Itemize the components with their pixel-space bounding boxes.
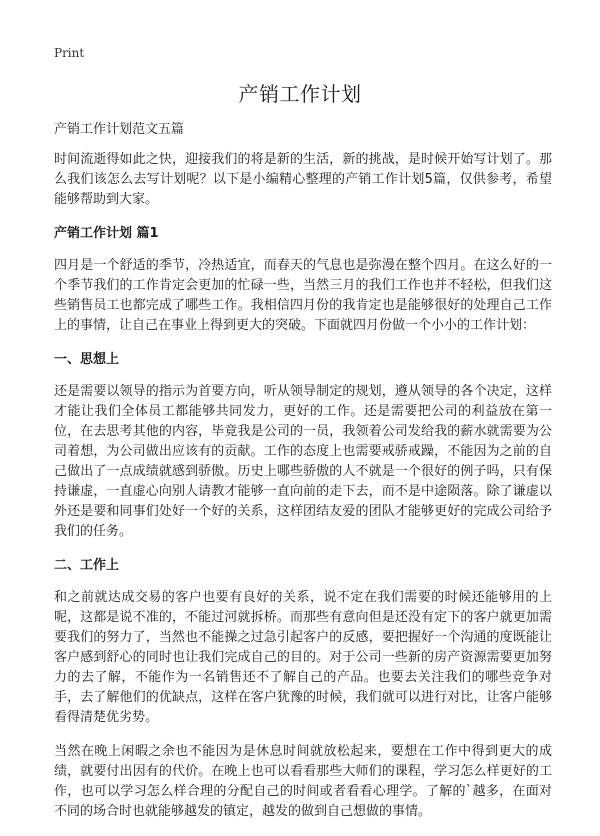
page-title: 产销工作计划 — [238, 82, 362, 106]
section-thought-paragraph: 还是需要以领导的指示为首要方向，听从领导制定的规划，遵从领导的各个决定，这样才能让我们全体员工都能够共同发力，更好的工作。还是需要把公司的利益放在第一位，在去思考其他的内容，毕竟我是公司的一员，我领着公司发给我的薪水就需要为公司着想，为公司做出应该有的贡献。工作的态度上也需要戒骄戒躁，不能因为之前的自己做出了一点成绩就感到骄傲。历史上哪些骄傲的人不就是一个很好的例子吗，只有保持谦虚，一直虚心向别人请教才能够一直向前的走下去，而不是中途陨落。除了谦虚以外还是要和同事们处好一个好的关系，这样团结友爱的团队才能够更好的完成公司给予我们的任务。 — [54, 384, 552, 539]
print-link[interactable]: Print — [54, 46, 85, 60]
document-subtitle: 产销工作计划范文五篇 — [54, 122, 185, 137]
article-intro-paragraph: 四月是一个舒适的季节，冷热适宜，而春天的气息也是弥漫在整个四月。在这么好的一个季节我们的工作肯定会更加的忙碌一些，当然三月的我们工作也并不轻松，但我们这些销售员工也都完成了哪些工作。我相信四月份的我肯定也是能够很好的处理自己工作上的事情，让自己在事业上得到更大的突破。下面就四月份做一个小小的工作计划： — [54, 258, 552, 333]
intro-paragraph: 时间流逝得如此之快，迎接我们的将是新的生活，新的挑战，是时候开始写计划了。那么我们该怎么去写计划呢？以下是小编精心整理的产销工作计划5篇，仅供参考，希望能够帮助到大家。 — [54, 152, 552, 207]
section-work-paragraph-1: 和之前就达成交易的客户也要有良好的关系，说不定在我们需要的时候还能够用的上呢，这都是说不准的，不能过河就拆桥。而那些有意向但是还没有定下的客户就更加需要我们的努力了，当然也不能操之过急引起客户的反感，要把握好一个沟通的度既能让客户感到舒心的同时也让我们完成自己的目的。对于公司一些新的房产资源需要更加努力的去了解，不能作为一名销售还不了解自己的产品。也要去关注我们的哪些竞争对手，去了解他们的优缺点，这样在客户犹豫的时候，我们就可以进行对比，让客户能够看得清楚优劣势。 — [54, 590, 552, 725]
section-work-paragraph-2: 当然在晚上闲暇之余也不能因为是休息时间就放松起来，要想在工作中得到更大的成绩，就要付出因有的代价。在晚上也可以看看那些大师们的课程，学习怎么样更好的工作，也可以学习怎么样合理的分配自己的时间或者看看心理学。了解的`越多，在面对不同的场合时也就能够越发的镇定，越发的做到自己想做的事情。 — [54, 744, 552, 819]
document-body — [54, 120, 552, 836]
section-heading-thought: 一、思想上 — [54, 352, 120, 367]
section-heading-work: 二、工作上 — [54, 558, 120, 573]
article-heading: 产销工作计划 篇1 — [54, 226, 159, 241]
